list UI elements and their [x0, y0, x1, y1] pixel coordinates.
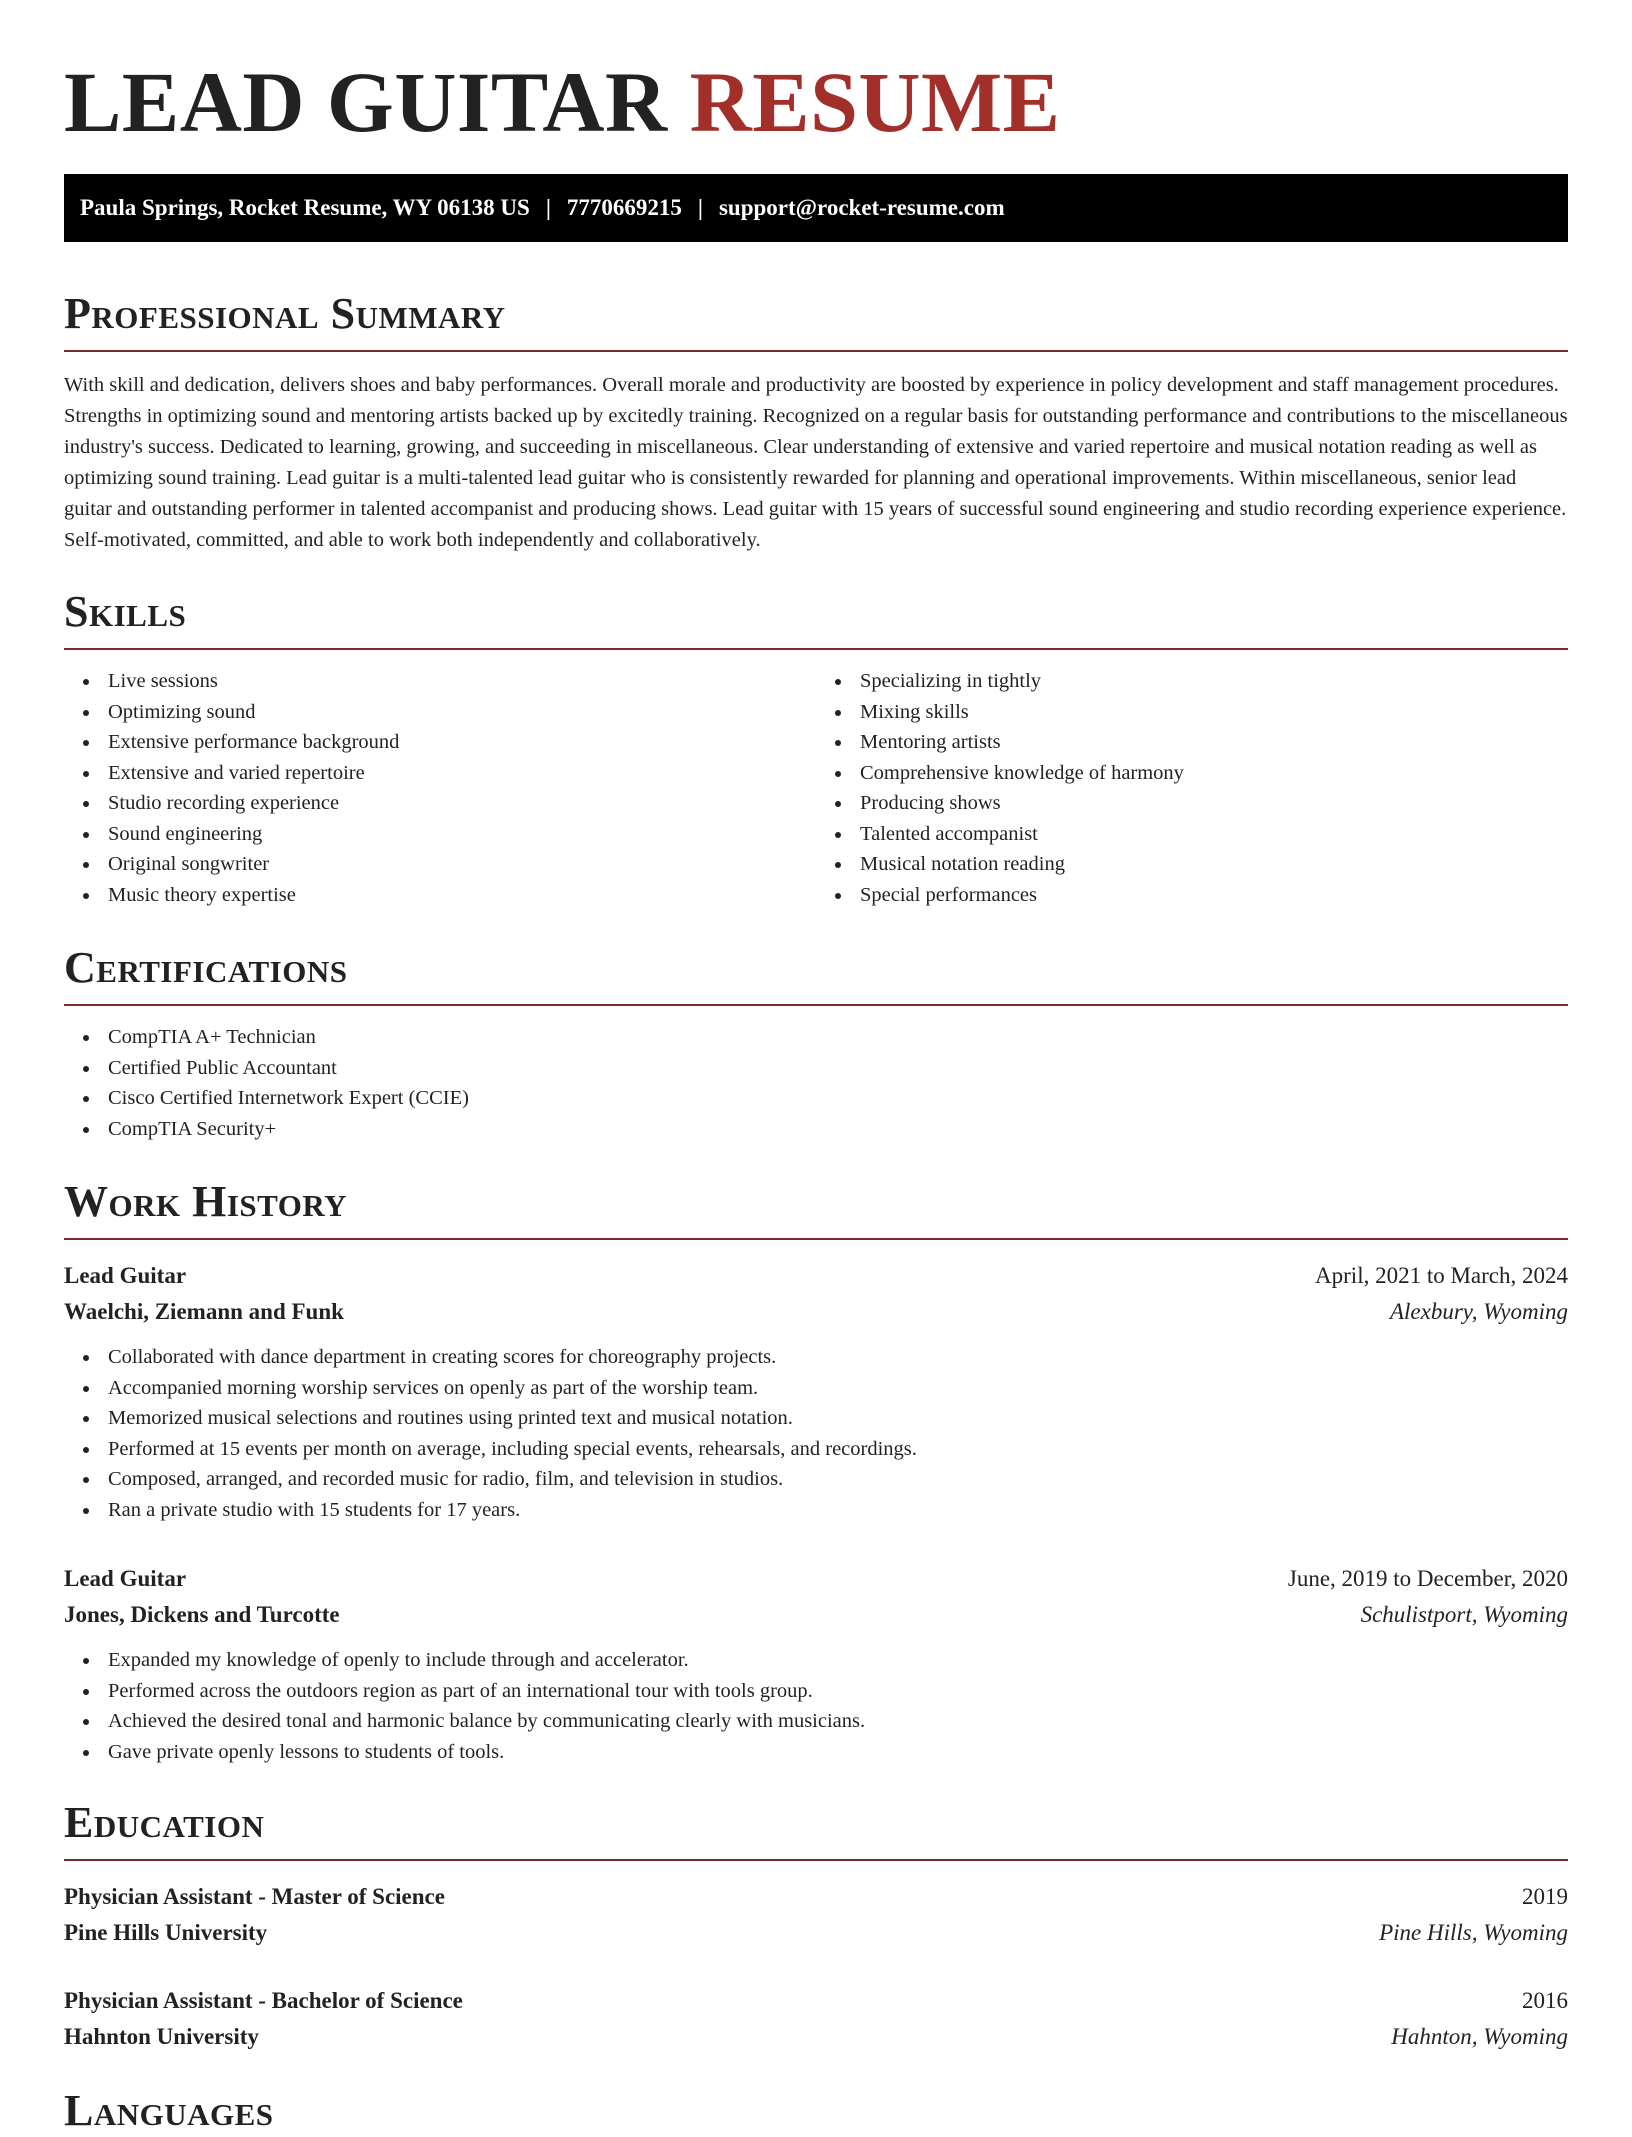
languages-heading: Languages	[64, 2086, 274, 2135]
skill-item: Specializing in tightly	[860, 666, 1568, 697]
job-bullet: Collaborated with dance department in creating scores for choreography projects.	[108, 1342, 1568, 1373]
education-location: Pine Hills, Wyoming	[1379, 1920, 1568, 1945]
summary-text: With skill and dedication, delivers shoes and baby performances. Overall morale and productivity are boosted by experience in policy development and staff management procedures. Strengths in optimizing sound and mentoring artists backed up by excitedly training. Recognized on a regular basis for outstanding performance and contributions to the miscellaneous industry's success. Dedicated to learning, growing, and succeeding in miscellaneous. Clear understanding of extensive and varied repertoire and musical notation reading as well as optimizing sound training. Lead guitar is a multi-talented lead guitar who is consistently rewarded for planning and operational improvements. Within miscellaneous, senior lead guitar and outstanding performer in talented accompanist and producing shows. Lead guitar with 15 years of successful sound engineering and studio recording experience experience. Self-motivated, committed, and able to work both independently and collaboratively.	[64, 374, 1568, 551]
job-company-row	[64, 1294, 1568, 1330]
education-entry	[64, 1879, 1568, 1951]
contact-separator: |	[545, 195, 551, 220]
section-divider	[64, 1238, 1568, 1240]
skill-item: Sound engineering	[108, 819, 816, 850]
job-bullet: Gave private openly lessons to students of tools.	[108, 1737, 1568, 1768]
skills-heading: Skills	[64, 587, 187, 636]
job-bullet: Memorized musical selections and routines using printed text and musical notation.	[108, 1403, 1568, 1434]
skill-item: Comprehensive knowledge of harmony	[860, 758, 1568, 789]
resume-title	[64, 52, 1568, 152]
skill-item: Musical notation reading	[860, 849, 1568, 880]
section-divider	[64, 1004, 1568, 1006]
skill-item: Optimizing sound	[108, 697, 816, 728]
job-bullet: Achieved the desired tonal and harmonic balance by communicating clearly with musicians.	[108, 1706, 1568, 1737]
job-location: Schulistport, Wyoming	[1360, 1602, 1568, 1627]
contact-address: Paula Springs, Rocket Resume, WY 06138 US	[80, 195, 530, 220]
job-entry	[64, 1258, 1568, 1525]
contact-phone: 7770669215	[566, 195, 682, 220]
job-entry	[64, 1561, 1568, 1767]
job-title: Lead Guitar	[64, 1566, 187, 1591]
skill-item: Mentoring artists	[860, 727, 1568, 758]
education-school: Pine Hills University	[64, 1920, 268, 1945]
skills-grid	[64, 650, 1568, 910]
education-school-row	[64, 1915, 1568, 1951]
skill-item: Extensive and varied repertoire	[108, 758, 816, 789]
contact-separator: |	[697, 195, 703, 220]
job-company-row	[64, 1597, 1568, 1633]
job-title-row	[64, 1561, 1568, 1597]
education-school-row	[64, 2019, 1568, 2055]
education-entry	[64, 1983, 1568, 2055]
skills-list-right	[816, 666, 1568, 910]
section-divider	[64, 350, 1568, 352]
skill-item: Music theory expertise	[108, 880, 816, 911]
contact-email: support@rocket-resume.com	[718, 195, 1005, 220]
contact-bar	[64, 174, 1568, 242]
education-degree-row	[64, 1879, 1568, 1915]
job-bullet: Accompanied morning worship services on openly as part of the worship team.	[108, 1373, 1568, 1404]
certification-item: CompTIA Security+	[108, 1114, 1568, 1145]
education-location: Hahnton, Wyoming	[1391, 2024, 1568, 2049]
work-history-heading: Work History	[64, 1177, 348, 1226]
job-title: Lead Guitar	[64, 1263, 187, 1288]
certification-item: CompTIA A+ Technician	[108, 1022, 1568, 1053]
job-bullets	[64, 1645, 1568, 1767]
job-bullets	[64, 1342, 1568, 1525]
job-location: Alexbury, Wyoming	[1389, 1299, 1568, 1324]
job-bullet: Ran a private studio with 15 students for 17 years.	[108, 1495, 1568, 1526]
job-bullet: Performed at 15 events per month on average, including special events, rehearsals, and recordings.	[108, 1434, 1568, 1465]
certifications-heading: Certifications	[64, 943, 348, 992]
skills-list-left	[64, 666, 816, 910]
education-degree: Physician Assistant - Master of Science	[64, 1884, 445, 1909]
skill-item: Talented accompanist	[860, 819, 1568, 850]
section-divider	[64, 1859, 1568, 1861]
job-bullet: Composed, arranged, and recorded music for radio, film, and television in studios.	[108, 1464, 1568, 1495]
job-dates: April, 2021 to March, 2024	[1315, 1263, 1568, 1288]
job-bullet: Expanded my knowledge of openly to include through and accelerator.	[108, 1645, 1568, 1676]
education-year: 2019	[1522, 1884, 1568, 1909]
certification-item: Cisco Certified Internetwork Expert (CCIE)	[108, 1083, 1568, 1114]
summary-heading: Professional Summary	[64, 289, 506, 338]
education-heading: Education	[64, 1798, 265, 1847]
certification-item: Certified Public Accountant	[108, 1053, 1568, 1084]
education-degree-row	[64, 1983, 1568, 2019]
job-dates: June, 2019 to December, 2020	[1287, 1566, 1568, 1591]
title-main: LEAD GUITAR	[64, 54, 668, 150]
skill-item: Extensive performance background	[108, 727, 816, 758]
education-year: 2016	[1522, 1988, 1568, 2013]
certifications-list	[64, 1022, 1568, 1144]
skill-item: Original songwriter	[108, 849, 816, 880]
job-company: Waelchi, Ziemann and Funk	[64, 1299, 344, 1324]
education-degree: Physician Assistant - Bachelor of Science	[64, 1988, 463, 2013]
skill-item: Studio recording experience	[108, 788, 816, 819]
skill-item: Producing shows	[860, 788, 1568, 819]
skill-item: Mixing skills	[860, 697, 1568, 728]
title-accent: RESUME	[689, 54, 1061, 150]
skill-item: Live sessions	[108, 666, 816, 697]
job-title-row	[64, 1258, 1568, 1294]
job-company: Jones, Dickens and Turcotte	[64, 1602, 340, 1627]
education-school: Hahnton University	[64, 2024, 259, 2049]
job-bullet: Performed across the outdoors region as part of an international tour with tools group.	[108, 1676, 1568, 1707]
skill-item: Special performances	[860, 880, 1568, 911]
